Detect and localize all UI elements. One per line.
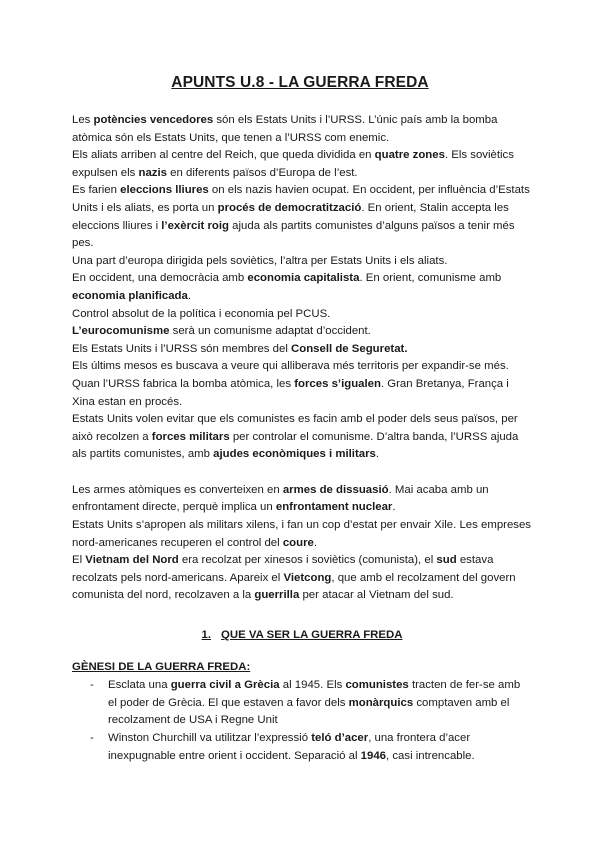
bold-text: Consell de Seguretat.	[291, 342, 408, 355]
bold-text: 1946	[360, 749, 387, 762]
paragraph	[72, 517, 532, 552]
bold-text: economia planificada	[72, 289, 188, 302]
text-run: . En orient, comunisme amb	[359, 272, 502, 285]
bold-text: coure	[282, 536, 314, 549]
paragraph	[72, 552, 532, 605]
text-run: Estats Units s’apropen als militars xilens, i fan un cop d’estat per envair Xile. Les empreses nord-americanes recuperen el control del	[72, 519, 532, 549]
text-run: comptaven amb el recolzament de USA i Regne Unit	[108, 696, 510, 727]
text-run: .	[392, 501, 396, 514]
text-run: Els aliats arriben al centre del Reich, que queda dividida en	[72, 149, 375, 162]
bold-text: economia capitalista	[247, 272, 360, 285]
dash-marker: -	[90, 679, 94, 692]
dash-marker: -	[90, 732, 94, 744]
bold-text: eleccions lliures	[120, 184, 209, 197]
text-run: Esclata una	[108, 679, 171, 692]
bold-text: comunistes	[345, 679, 409, 692]
paragraph	[72, 112, 532, 147]
text-run: Els Estats Units i l’URSS són membres del	[72, 342, 292, 355]
bold-text: teló d’acer	[311, 732, 369, 744]
intro-paragraphs	[72, 112, 532, 605]
text-run: . En orient, Stalin accepta les eleccions lliures i	[72, 201, 509, 232]
bold-text: nazis	[138, 166, 167, 179]
text-run: tracten de fer-se amb el poder de Grècia. El que estaven a favor dels	[108, 679, 521, 709]
paragraph	[72, 411, 532, 464]
bold-text: guerrilla	[254, 589, 300, 602]
text-run: , una frontera d’acer inexpugnable entre orient i occident. Separació al	[108, 732, 471, 762]
text-run: en diferents països d’Europa de l’est.	[167, 166, 358, 179]
text-run: són els Estats Units i l’URSS. L’únic país amb la bomba atòmica són els Estats Units, que tenen a l’URSS com enemic.	[72, 114, 498, 144]
section-title: QUE VA SER LA GUERRA FREDA	[221, 629, 403, 642]
text-run: era recolzat per xinesos i soviètics (comunista), el	[178, 554, 437, 567]
bold-text: l’exèrcit roig	[161, 219, 230, 232]
text-run: per atacar al Vietnam del sud.	[299, 589, 454, 602]
bold-text: armes de dissuasió	[282, 483, 389, 496]
paragraph	[72, 306, 532, 324]
text-run: Els últims mesos es buscava a veure qui alliberava més territoris per expandir-se més. Quan l’URSS fabrica la bomba atòmica, les	[72, 360, 509, 390]
bold-text: forces s’igualen	[294, 377, 381, 390]
section-heading	[72, 627, 532, 645]
section-number: 1.	[201, 629, 212, 642]
bold-text: monàrquics	[348, 696, 414, 709]
text-run: En occident, una democràcia amb	[72, 272, 248, 285]
bold-text: potències vencedores	[93, 114, 214, 126]
bold-text: procés de democratització	[217, 201, 362, 214]
paragraph	[72, 341, 532, 359]
text-run: Winston Churchill va utilitzar l’expressió	[108, 732, 312, 744]
text-run: ajuda als partits comunistes d’alguns països a tenir més pes.	[72, 219, 515, 250]
text-run: per controlar el comunisme. D’altra banda, l’URSS ajuda als partits comunistes, amb	[72, 430, 519, 461]
text-run: , que amb el recolzament del govern comunista del nord, recolzaven a la	[72, 571, 516, 602]
text-run: .	[187, 289, 192, 302]
text-run: . Gran Bretanya, França i Xina estan en procés.	[72, 377, 509, 408]
text-run: . Els soviètics expulsen els	[72, 149, 514, 179]
bold-text: sud	[436, 554, 457, 567]
text-run: Les armes atòmiques es converteixen en	[72, 483, 283, 496]
text-run: Una part d’europa dirigida pels soviètics, l’altra per Estats Units i els aliats.	[72, 254, 448, 267]
text-run: , casi intrencable.	[386, 749, 475, 762]
text-run: serà un comunisme adaptat d’occident.	[169, 325, 371, 338]
text-run: . Mai acaba amb un enfrontament directe, perquè implica un	[72, 483, 489, 514]
paragraph	[72, 147, 532, 182]
paragraph	[72, 358, 532, 411]
text-run: Es farien	[72, 184, 121, 197]
bullet-item	[72, 730, 532, 765]
text-run: El	[72, 554, 86, 567]
bold-text: quatre zones	[374, 149, 445, 162]
bold-text: L’eurocomunisme	[72, 325, 170, 338]
paragraph	[72, 482, 532, 517]
text-run: .	[313, 536, 318, 549]
paragraph	[72, 270, 532, 305]
bold-text: ajudes econòmiques i militars	[213, 448, 376, 461]
bullet-item	[72, 677, 532, 730]
bullet-list	[72, 677, 532, 765]
text-run: Estats Units volen evitar que els comunistes es facin amb el poder dels seus països, per això recolzen a	[72, 413, 518, 443]
text-run: Control absolut de la política i economia pel PCUS.	[72, 307, 331, 320]
bold-text: forces militars	[151, 430, 230, 443]
subheading: GÈNESI DE LA GUERRA FREDA:	[72, 660, 251, 673]
paragraph	[72, 182, 532, 252]
bold-text: Vietcong	[283, 571, 332, 584]
paragraph	[72, 253, 532, 271]
text-run: Les	[72, 114, 94, 126]
bold-text: enfrontament nuclear	[275, 501, 393, 514]
bold-text: guerra civil a Grècia	[170, 679, 280, 692]
bold-text: Vietnam del Nord	[85, 554, 179, 567]
document-title: APUNTS U.8 - LA GUERRA FREDA	[171, 74, 429, 91]
text-run: al 1945. Els	[279, 679, 346, 692]
paragraph-gap	[72, 464, 532, 482]
document-body	[72, 112, 532, 765]
paragraph	[72, 323, 532, 341]
text-run: .	[375, 448, 380, 461]
text-run: estava recolzats pels nord-americans. Apareix el	[72, 554, 494, 584]
text-run: on els nazis havien ocupat. En occident, per influència d’Estats Units i els aliats, es porta un	[72, 184, 530, 214]
